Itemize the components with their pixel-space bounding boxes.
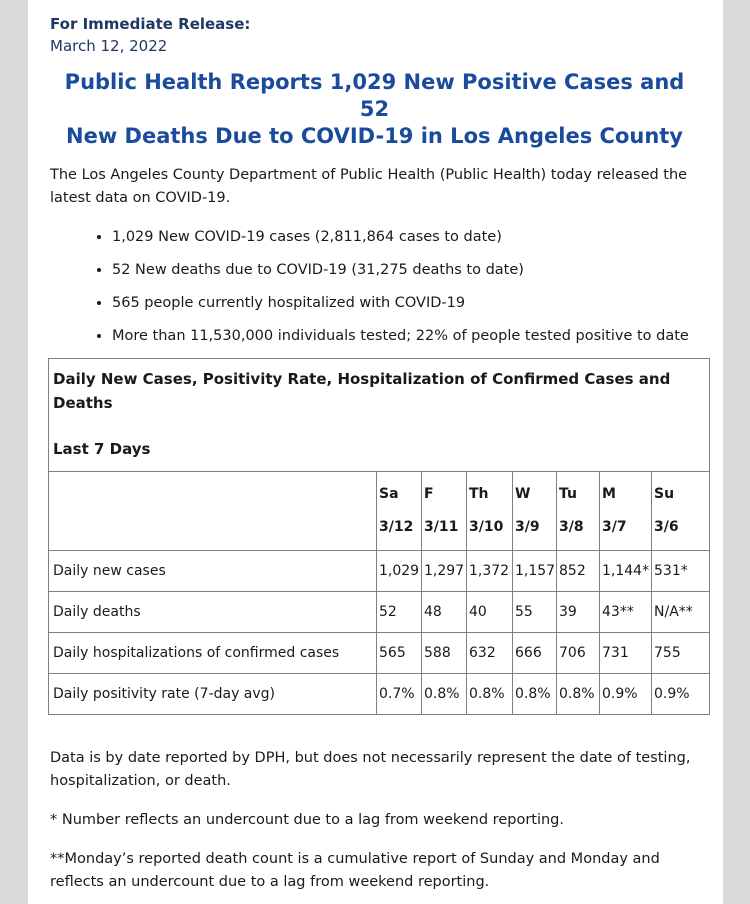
date-label: 3/10 <box>469 519 504 535</box>
cell-value: 731 <box>600 633 652 674</box>
table-row-daily-positivity-rate <box>49 674 710 715</box>
day-label: M <box>602 486 616 502</box>
day-label: Sa <box>379 486 399 502</box>
covid-data-table <box>48 358 710 715</box>
table-subcaption: Last 7 Days <box>53 440 151 458</box>
date-label: 3/11 <box>424 519 459 535</box>
page-title <box>50 69 699 150</box>
date-label: 3/9 <box>515 519 540 535</box>
day-label: Tu <box>559 486 577 502</box>
intro-paragraph: The Los Angeles County Department of Public Health (Public Health) today released the latest data on COVID-19. <box>50 167 688 206</box>
table-header-row <box>49 472 710 551</box>
stat-new-deaths: • 52 New deaths due to COVID-19 (31,275 deaths to date) <box>112 259 699 282</box>
page-title-line-1: Public Health Reports 1,029 New Positive Cases and 52 <box>64 70 685 121</box>
cell-value: 43** <box>600 592 652 633</box>
row-label: Daily positivity rate (7-day avg) <box>49 674 377 715</box>
release-date: March 12, 2022 <box>50 37 168 55</box>
table-header-sa <box>377 472 422 551</box>
cell-value: 1,144* <box>600 551 652 592</box>
stats-list <box>50 226 699 348</box>
page-title-line-2: New Deaths Due to COVID-19 in Los Angeles County <box>66 124 683 148</box>
cell-value: 565 <box>377 633 422 674</box>
cell-value: 0.8% <box>467 674 513 715</box>
row-label: Daily deaths <box>49 592 377 633</box>
stat-new-cases: • 1,029 New COVID-19 cases (2,811,864 cases to date) <box>112 226 699 249</box>
table-header-empty-cell <box>49 472 377 551</box>
date-label: 3/8 <box>559 519 584 535</box>
cell-value: 666 <box>513 633 557 674</box>
cell-value: 0.8% <box>422 674 467 715</box>
note-data-disclaimer: Data is by date reported by DPH, but does not necessarily represent the date of testing, hospitalization, or death. <box>50 750 691 789</box>
date-label: 3/7 <box>602 519 627 535</box>
table-header-w <box>513 472 557 551</box>
table-row-daily-deaths <box>49 592 710 633</box>
note-double-asterisk: **Monday’s reported death count is a cumulative report of Sunday and Monday and reflects an undercount due to a lag from weekend reporting. <box>50 851 660 890</box>
day-label: W <box>515 486 531 502</box>
row-label: Daily hospitalizations of confirmed cases <box>49 633 377 674</box>
date-label: 3/12 <box>379 519 414 535</box>
cell-value: 48 <box>422 592 467 633</box>
cell-value: 588 <box>422 633 467 674</box>
cell-value: 0.8% <box>513 674 557 715</box>
table-caption-cell <box>49 359 710 472</box>
cell-value: 0.9% <box>600 674 652 715</box>
cell-value: 0.8% <box>557 674 600 715</box>
cell-value: 39 <box>557 592 600 633</box>
table-header-f <box>422 472 467 551</box>
cell-value: 1,372 <box>467 551 513 592</box>
release-label: For Immediate Release: <box>50 15 251 33</box>
day-label: Su <box>654 486 675 502</box>
table-header-su <box>652 472 710 551</box>
table-header-tu <box>557 472 600 551</box>
table-caption: Daily New Cases, Positivity Rate, Hospitalization of Confirmed Cases and Deaths <box>53 370 671 412</box>
cell-value: 1,297 <box>422 551 467 592</box>
cell-value: 706 <box>557 633 600 674</box>
table-header-th <box>467 472 513 551</box>
row-label: Daily new cases <box>49 551 377 592</box>
cell-value: 1,157 <box>513 551 557 592</box>
stat-tested: • More than 11,530,000 individuals tested; 22% of people tested positive to date <box>112 325 699 348</box>
cell-value: 55 <box>513 592 557 633</box>
cell-value: 0.7% <box>377 674 422 715</box>
cell-value: N/A** <box>652 592 710 633</box>
day-label: Th <box>469 486 489 502</box>
cell-value: 52 <box>377 592 422 633</box>
cell-value: 531* <box>652 551 710 592</box>
cell-value: 0.9% <box>652 674 710 715</box>
table-row-daily-new-cases <box>49 551 710 592</box>
cell-value: 755 <box>652 633 710 674</box>
stat-hospitalized: • 565 people currently hospitalized with COVID-19 <box>112 292 699 315</box>
table-row-daily-hospitalizations <box>49 633 710 674</box>
cell-value: 1,029 <box>377 551 422 592</box>
table-caption-row <box>49 359 710 472</box>
day-label: F <box>424 486 434 502</box>
table-header-m <box>600 472 652 551</box>
press-release-page <box>28 0 723 904</box>
date-label: 3/6 <box>654 519 679 535</box>
note-single-asterisk: * Number reflects an undercount due to a lag from weekend reporting. <box>50 812 564 828</box>
cell-value: 852 <box>557 551 600 592</box>
cell-value: 632 <box>467 633 513 674</box>
cell-value: 40 <box>467 592 513 633</box>
